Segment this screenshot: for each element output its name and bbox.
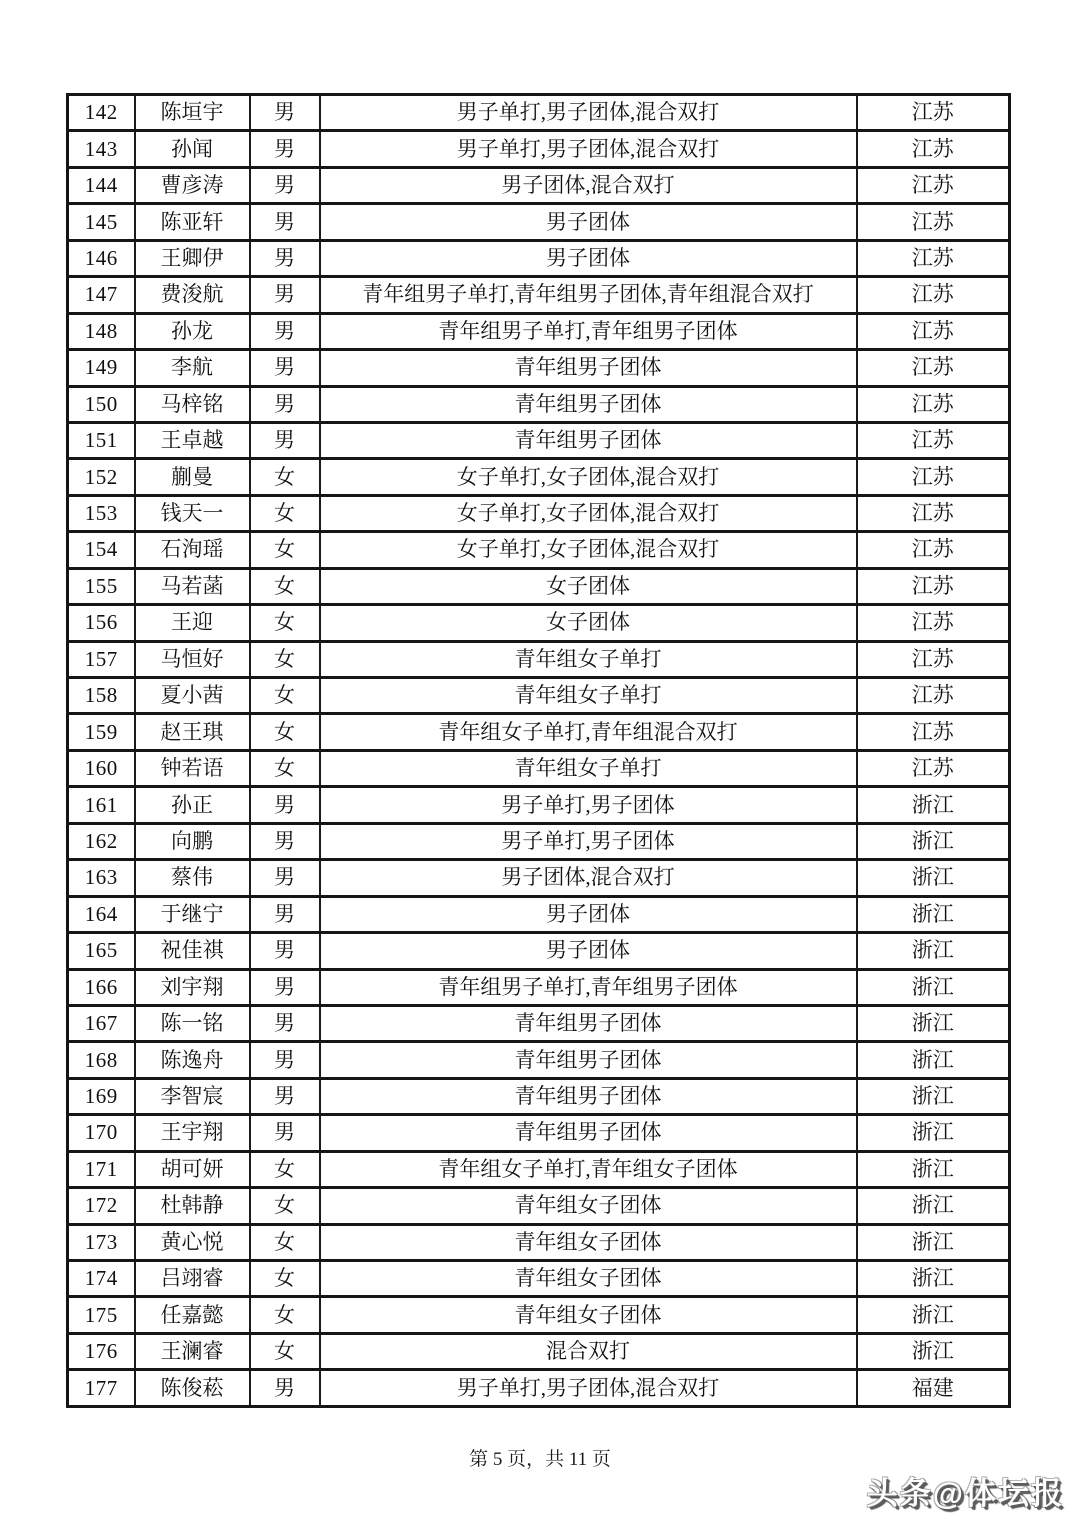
province: 浙江 [857, 1188, 1010, 1224]
gender: 女 [250, 678, 320, 714]
row-number: 147 [68, 277, 135, 313]
table-row [68, 386, 1010, 422]
player-name: 李智宸 [135, 1078, 250, 1114]
gender: 女 [250, 1261, 320, 1297]
table-row [68, 131, 1010, 167]
province: 浙江 [857, 1261, 1010, 1297]
table-row [68, 240, 1010, 276]
province: 浙江 [857, 1333, 1010, 1369]
player-name: 陈逸舟 [135, 1042, 250, 1078]
table-row [68, 1115, 1010, 1151]
events: 女子单打,女子团体,混合双打 [320, 459, 857, 495]
gender: 女 [250, 532, 320, 568]
player-name: 胡可妍 [135, 1151, 250, 1187]
events: 男子团体,混合双打 [320, 860, 857, 896]
province: 江苏 [857, 131, 1010, 167]
table-row [68, 1042, 1010, 1078]
player-name: 陈一铭 [135, 1005, 250, 1041]
table-row [68, 313, 1010, 349]
row-number: 153 [68, 495, 135, 531]
row-number: 152 [68, 459, 135, 495]
player-name: 蒯曼 [135, 459, 250, 495]
gender: 男 [250, 204, 320, 240]
gender: 男 [250, 787, 320, 823]
row-number: 143 [68, 131, 135, 167]
row-number: 154 [68, 532, 135, 568]
table-row [68, 167, 1010, 203]
province: 江苏 [857, 459, 1010, 495]
row-number: 163 [68, 860, 135, 896]
table-row [68, 1005, 1010, 1041]
table-row [68, 714, 1010, 750]
player-name: 陈垣宇 [135, 95, 250, 131]
gender: 男 [250, 350, 320, 386]
gender: 男 [250, 277, 320, 313]
gender: 女 [250, 495, 320, 531]
row-number: 169 [68, 1078, 135, 1114]
events: 男子团体 [320, 896, 857, 932]
table-row [68, 1188, 1010, 1224]
province: 江苏 [857, 204, 1010, 240]
events: 青年组男子团体 [320, 1115, 857, 1151]
row-number: 166 [68, 969, 135, 1005]
table-row [68, 969, 1010, 1005]
gender: 女 [250, 1297, 320, 1333]
gender: 男 [250, 1078, 320, 1114]
province: 浙江 [857, 860, 1010, 896]
events: 青年组女子单打 [320, 641, 857, 677]
row-number: 175 [68, 1297, 135, 1333]
gender: 男 [250, 1005, 320, 1041]
row-number: 165 [68, 933, 135, 969]
events: 青年组女子单打,青年组女子团体 [320, 1151, 857, 1187]
province: 江苏 [857, 277, 1010, 313]
page-number-footer: 第 5 页，共 11 页 [469, 1449, 611, 1470]
row-number: 146 [68, 240, 135, 276]
events: 青年组男子团体 [320, 422, 857, 458]
player-name: 王卿伊 [135, 240, 250, 276]
province: 浙江 [857, 787, 1010, 823]
row-number: 151 [68, 422, 135, 458]
row-number: 176 [68, 1333, 135, 1369]
events: 女子单打,女子团体,混合双打 [320, 495, 857, 531]
gender: 男 [250, 313, 320, 349]
player-name: 夏小茜 [135, 678, 250, 714]
player-name: 吕翊睿 [135, 1261, 250, 1297]
gender: 男 [250, 386, 320, 422]
events: 青年组男子单打,青年组男子团体,青年组混合双打 [320, 277, 857, 313]
table-row [68, 1078, 1010, 1114]
table-row [68, 350, 1010, 386]
player-name: 钱天一 [135, 495, 250, 531]
province: 浙江 [857, 933, 1010, 969]
province: 江苏 [857, 422, 1010, 458]
gender: 女 [250, 1333, 320, 1369]
row-number: 171 [68, 1151, 135, 1187]
table-row [68, 750, 1010, 786]
row-number: 177 [68, 1370, 135, 1407]
gender: 女 [250, 568, 320, 604]
province: 江苏 [857, 641, 1010, 677]
province: 江苏 [857, 532, 1010, 568]
table-row [68, 1261, 1010, 1297]
province: 江苏 [857, 605, 1010, 641]
row-number: 168 [68, 1042, 135, 1078]
events: 青年组男子团体 [320, 386, 857, 422]
gender: 女 [250, 605, 320, 641]
player-name: 黄心悦 [135, 1224, 250, 1260]
row-number: 159 [68, 714, 135, 750]
gender: 女 [250, 1188, 320, 1224]
table-row [68, 641, 1010, 677]
events: 青年组男子团体 [320, 1078, 857, 1114]
events: 青年组女子团体 [320, 1261, 857, 1297]
player-name: 陈亚轩 [135, 204, 250, 240]
row-number: 145 [68, 204, 135, 240]
events: 青年组女子单打 [320, 678, 857, 714]
events: 青年组女子单打 [320, 750, 857, 786]
events: 青年组男子单打,青年组男子团体 [320, 969, 857, 1005]
row-number: 149 [68, 350, 135, 386]
gender: 女 [250, 459, 320, 495]
table-row [68, 787, 1010, 823]
table-row [68, 459, 1010, 495]
gender: 男 [250, 823, 320, 859]
player-name: 费浚航 [135, 277, 250, 313]
table-row [68, 495, 1010, 531]
row-number: 170 [68, 1115, 135, 1151]
player-name: 马恒好 [135, 641, 250, 677]
table-row [68, 532, 1010, 568]
province: 浙江 [857, 1297, 1010, 1333]
events: 男子单打,男子团体 [320, 787, 857, 823]
events: 女子团体 [320, 568, 857, 604]
events: 男子团体 [320, 204, 857, 240]
player-name: 曹彦涛 [135, 167, 250, 203]
gender: 男 [250, 422, 320, 458]
player-name: 祝佳祺 [135, 933, 250, 969]
row-number: 150 [68, 386, 135, 422]
player-name: 赵王琪 [135, 714, 250, 750]
table-row [68, 1151, 1010, 1187]
table-row [68, 860, 1010, 896]
gender: 男 [250, 131, 320, 167]
province: 浙江 [857, 1005, 1010, 1041]
player-name: 马若菡 [135, 568, 250, 604]
player-name: 杜韩静 [135, 1188, 250, 1224]
row-number: 164 [68, 896, 135, 932]
province: 浙江 [857, 1115, 1010, 1151]
gender: 女 [250, 750, 320, 786]
events: 男子单打,男子团体,混合双打 [320, 95, 857, 131]
player-roster-table [66, 93, 1011, 1408]
player-name: 于继宁 [135, 896, 250, 932]
table-row [68, 823, 1010, 859]
province: 江苏 [857, 714, 1010, 750]
events: 男子单打,男子团体,混合双打 [320, 131, 857, 167]
province: 浙江 [857, 969, 1010, 1005]
events: 青年组男子团体 [320, 350, 857, 386]
events: 女子团体 [320, 605, 857, 641]
table-row [68, 1370, 1010, 1407]
events: 青年组女子团体 [320, 1297, 857, 1333]
row-number: 155 [68, 568, 135, 604]
province: 江苏 [857, 167, 1010, 203]
player-name: 任嘉懿 [135, 1297, 250, 1333]
province: 江苏 [857, 495, 1010, 531]
row-number: 167 [68, 1005, 135, 1041]
player-name: 王澜睿 [135, 1333, 250, 1369]
toutiao-watermark: 头条@体坛报 [866, 1476, 1064, 1511]
events: 青年组男子单打,青年组男子团体 [320, 313, 857, 349]
province: 浙江 [857, 1224, 1010, 1260]
table-row [68, 605, 1010, 641]
table-row [68, 896, 1010, 932]
player-name: 陈俊菘 [135, 1370, 250, 1407]
province: 浙江 [857, 1078, 1010, 1114]
province: 福建 [857, 1370, 1010, 1407]
events: 男子单打,男子团体 [320, 823, 857, 859]
row-number: 148 [68, 313, 135, 349]
player-name: 向鹏 [135, 823, 250, 859]
player-name: 王宇翔 [135, 1115, 250, 1151]
events: 青年组女子团体 [320, 1188, 857, 1224]
roster-table-body [68, 95, 1010, 1407]
province: 江苏 [857, 350, 1010, 386]
player-name: 王迎 [135, 605, 250, 641]
player-name: 王卓越 [135, 422, 250, 458]
gender: 女 [250, 641, 320, 677]
province: 浙江 [857, 823, 1010, 859]
row-number: 160 [68, 750, 135, 786]
province: 江苏 [857, 678, 1010, 714]
gender: 男 [250, 969, 320, 1005]
province: 江苏 [857, 386, 1010, 422]
province: 江苏 [857, 240, 1010, 276]
table-row [68, 204, 1010, 240]
table-row [68, 422, 1010, 458]
player-name: 马梓铭 [135, 386, 250, 422]
gender: 男 [250, 95, 320, 131]
row-number: 156 [68, 605, 135, 641]
province: 浙江 [857, 1042, 1010, 1078]
events: 男子单打,男子团体,混合双打 [320, 1370, 857, 1407]
events: 男子团体 [320, 933, 857, 969]
gender: 男 [250, 860, 320, 896]
gender: 男 [250, 167, 320, 203]
row-number: 174 [68, 1261, 135, 1297]
province: 浙江 [857, 1151, 1010, 1187]
row-number: 142 [68, 95, 135, 131]
player-name: 孙闻 [135, 131, 250, 167]
table-row [68, 1297, 1010, 1333]
gender: 男 [250, 1370, 320, 1407]
events: 青年组女子团体 [320, 1224, 857, 1260]
row-number: 144 [68, 167, 135, 203]
row-number: 161 [68, 787, 135, 823]
events: 青年组女子单打,青年组混合双打 [320, 714, 857, 750]
province: 江苏 [857, 95, 1010, 131]
events: 混合双打 [320, 1333, 857, 1369]
player-name: 钟若语 [135, 750, 250, 786]
gender: 男 [250, 933, 320, 969]
gender: 男 [250, 1115, 320, 1151]
table-row [68, 1224, 1010, 1260]
province: 江苏 [857, 750, 1010, 786]
player-name: 孙正 [135, 787, 250, 823]
table-row [68, 1333, 1010, 1369]
province: 江苏 [857, 313, 1010, 349]
row-number: 158 [68, 678, 135, 714]
table-row [68, 277, 1010, 313]
gender: 女 [250, 1151, 320, 1187]
player-name: 孙龙 [135, 313, 250, 349]
row-number: 157 [68, 641, 135, 677]
player-name: 刘宇翔 [135, 969, 250, 1005]
table-row [68, 933, 1010, 969]
province: 江苏 [857, 568, 1010, 604]
events: 男子团体 [320, 240, 857, 276]
province: 浙江 [857, 896, 1010, 932]
row-number: 173 [68, 1224, 135, 1260]
gender: 男 [250, 1042, 320, 1078]
player-name: 石洵瑶 [135, 532, 250, 568]
table-row [68, 568, 1010, 604]
gender: 男 [250, 896, 320, 932]
events: 青年组男子团体 [320, 1005, 857, 1041]
player-name: 李航 [135, 350, 250, 386]
events: 女子单打,女子团体,混合双打 [320, 532, 857, 568]
row-number: 172 [68, 1188, 135, 1224]
table-row [68, 95, 1010, 131]
gender: 女 [250, 1224, 320, 1260]
gender: 女 [250, 714, 320, 750]
events: 男子团体,混合双打 [320, 167, 857, 203]
row-number: 162 [68, 823, 135, 859]
player-name: 蔡伟 [135, 860, 250, 896]
table-row [68, 678, 1010, 714]
events: 青年组男子团体 [320, 1042, 857, 1078]
gender: 男 [250, 240, 320, 276]
